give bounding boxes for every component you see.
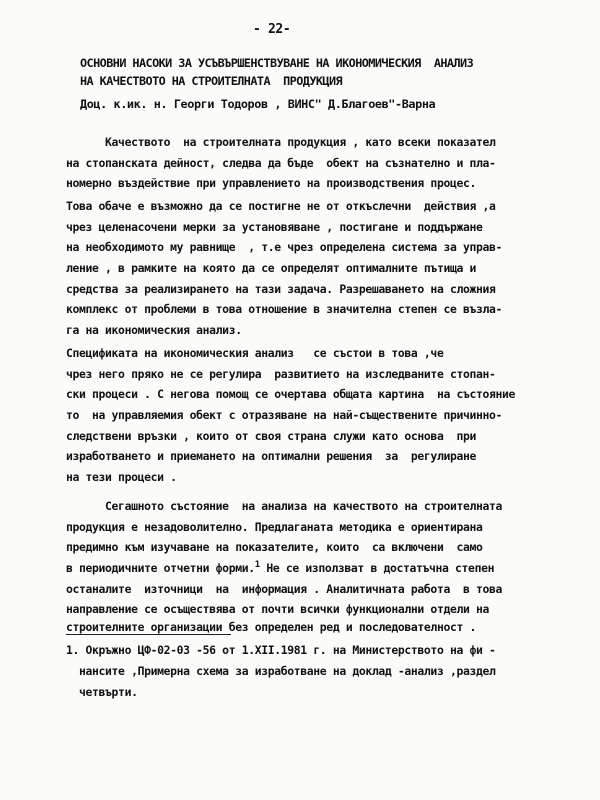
paragraph-4-line-5: останалите източници на информация . Аналитичната работа в това [66,582,503,596]
footnote-line-2: нансите ,Примерна схема за изработване на доклад -анализ ,раздел [66,664,496,678]
paragraph-2-line-6: комплекс от проблеми в това отношение в значителна степен се възла- [66,302,503,316]
title-line-2: НА КАЧЕСТВОТО НА СТРОИТЕЛНАТА ПРОДУКЦИЯ [80,74,343,88]
footnote-line-3: четвърти. [66,685,138,699]
footnote-separator-underline [66,634,231,635]
footnote-reference-mark: 1 [254,560,260,570]
paragraph-3-line-7: на тези процеси . [66,470,177,484]
paragraph-3-line-2: чрез него пряко не се регулира развитието на изследваните стопан- [66,367,496,381]
paragraph-2-line-7: га на икономическия анализ. [66,323,242,337]
title-line-1: ОСНОВНИ НАСОКИ ЗА УСЪВЪРШЕНСТВУВАНЕ НА ИКОНОМИЧЕСКИЯ АНАЛИЗ [80,56,474,70]
paragraph-2-line-1: Това обаче е възможно да се постигне не от откъслечни действия ,а [66,199,496,213]
paragraph-1-line-2: на стопанската дейност, следва да бъде обект на съзнателно и пла- [66,156,496,170]
paragraph-4-line-6: направление се осъществява от почти всички функционални отдели на [66,602,490,616]
paragraph-4-line-4 [66,561,494,577]
paragraph-1-line-1: Качеството на строителната продукция , като всеки показател [66,135,496,149]
paragraph-3-line-3: ски процеси . С негова помощ се очертава общата картина на състояние [66,387,516,401]
page-number: - 22- [253,22,291,37]
paragraph-3-line-1: Спецификата на икономическия анализ се състои в това ,че [66,346,444,360]
paragraph-4-line-1: Сегашното състояние на анализа на качеството на строителната [66,499,503,513]
paragraph-4-line-4-continuation: Не се използват в достатъчна степен [259,561,495,575]
paragraph-4-line-2: продукция е незадоволително. Предлаганата методика е ориентирана [66,520,483,534]
paragraph-2-line-5: средства за реализирането на тази задача. Разрешаването на сложния [66,282,496,296]
paragraph-4-line-4-text: в периодичните отчетни форми. [66,561,255,575]
paragraph-4-line-7: строителните организации без определен ред и последователност . [66,620,476,634]
footnote-line-1: 1. Окръжно ЦФ-02-03 -56 от 1.ХII.1981 г. на Министерството на фи - [66,643,496,657]
author-line: Доц. к.ик. н. Георги Тодоров , ВИНС" Д.Благоев"-Варна [80,97,436,111]
paragraph-1-line-3: номерно въздействие при управлението на производствения процес. [66,176,476,190]
paragraph-3-line-4: то на управляемия обект с отразяване на най-съществените причинно- [66,408,503,422]
paragraph-3-line-6: изработването и приемането на оптимални решения за регулиране [66,449,476,463]
paragraph-2-line-4: ление , в рамките на която да се определят оптималните пътища и [66,261,476,275]
paragraph-2-line-3: на необходимото му равнище , т.е чрез определена система за управ- [66,240,503,254]
paragraph-3-line-5: следствени връзки , които от своя страна служи като основа при [66,429,476,443]
paragraph-4-line-3: предимно към изучаване на показателите, които са включени само [66,540,483,554]
paragraph-2-line-2: чрез целенасочени мерки за установяване , постигане и поддържане [66,220,483,234]
